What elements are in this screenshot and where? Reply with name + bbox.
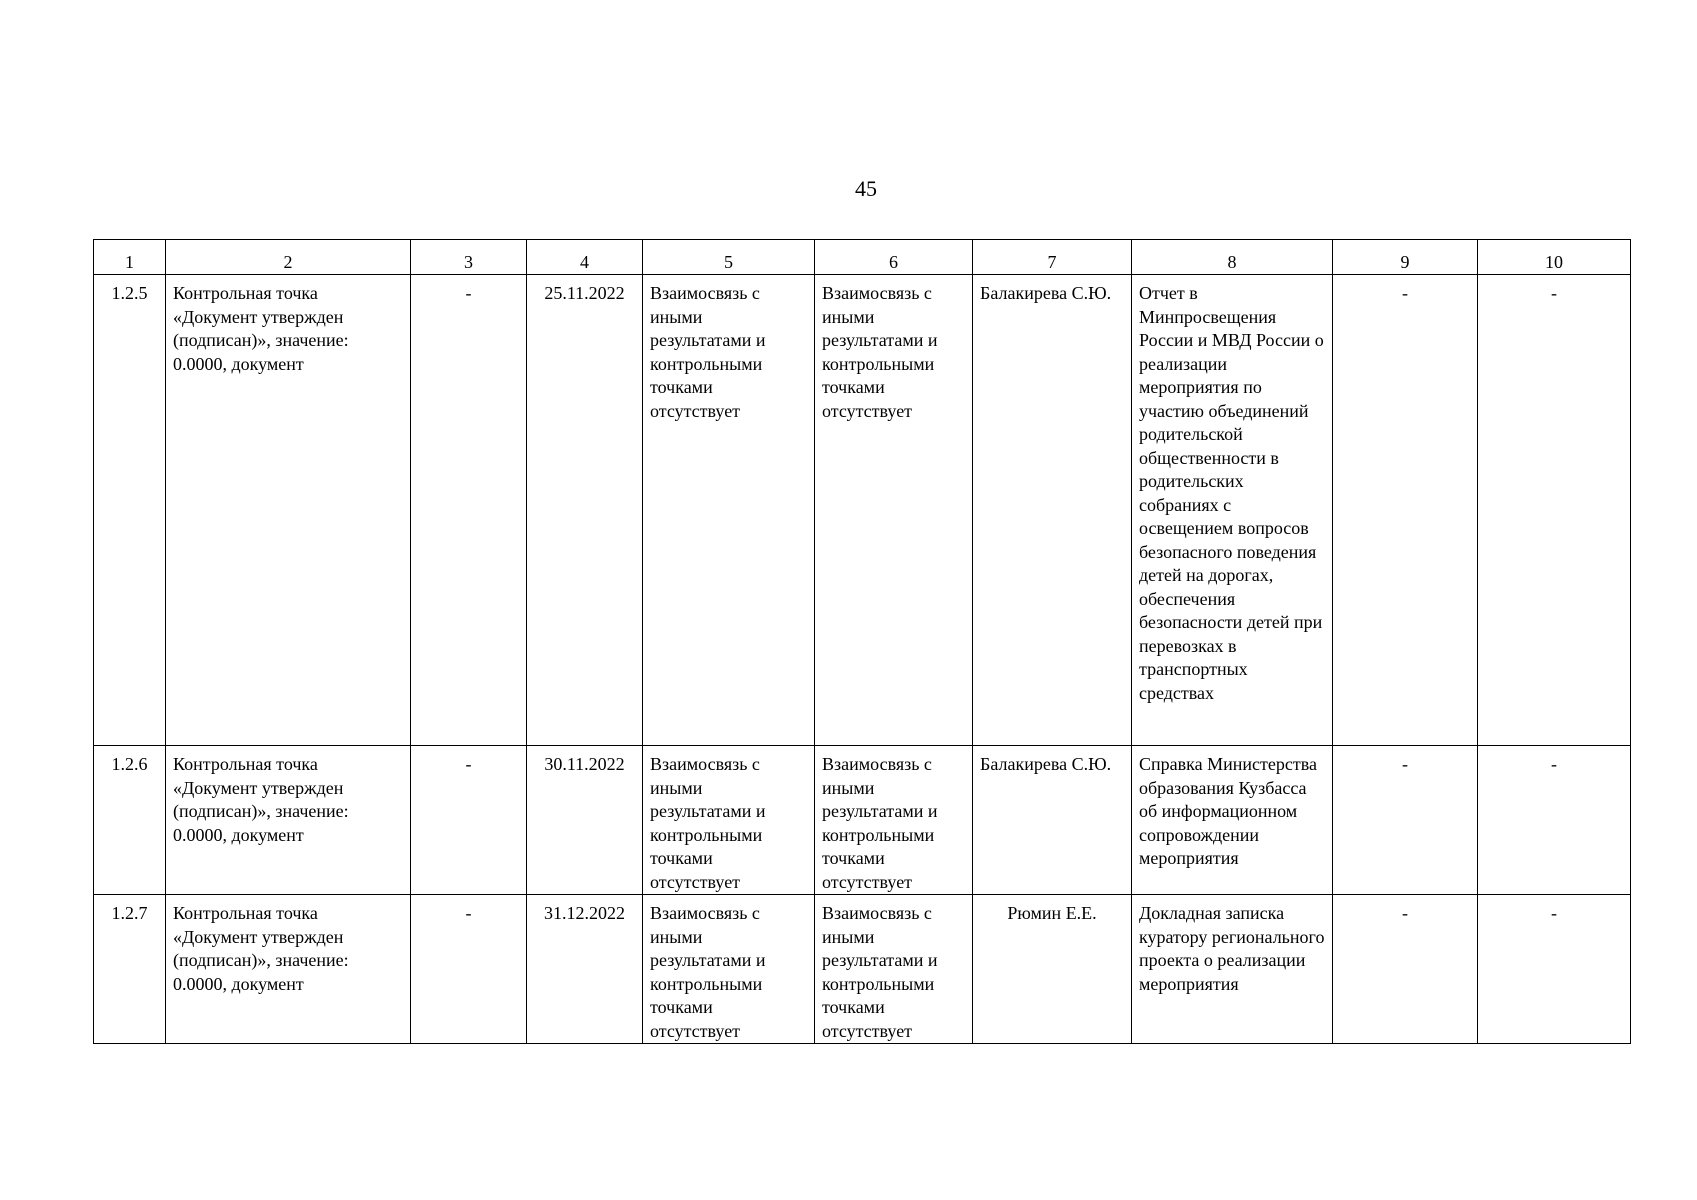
responsible-cell: Балакирева С.Ю. [973, 275, 1132, 746]
responsible-cell: Рюмин Е.Е. [973, 895, 1132, 1044]
header-col-6: 6 [815, 240, 973, 275]
table-header-row [94, 240, 1631, 275]
checkpoint-name-cell: Контрольная точка «Документ утвержден (подписан)», значение: 0.0000, документ [166, 895, 411, 1044]
table-row [94, 746, 1631, 895]
row-number-cell: 1.2.7 [94, 895, 166, 1044]
col9-cell: - [1333, 895, 1478, 1044]
col3-cell: - [411, 895, 527, 1044]
col3-cell: - [411, 746, 527, 895]
relation-cell: Взаимосвязь с иными результатами и контрольными точками отсутствует [643, 895, 815, 1044]
col9-cell: - [1333, 275, 1478, 746]
table-row [94, 895, 1631, 1044]
checkpoint-name-cell: Контрольная точка «Документ утвержден (подписан)», значение: 0.0000, документ [166, 746, 411, 895]
document-cell: Справка Министерства образования Кузбасса об информационном сопровождении мероприятия [1132, 746, 1333, 895]
row-number-cell: 1.2.5 [94, 275, 166, 746]
relation-cell: Взаимосвязь с иными результатами и контрольными точками отсутствует [815, 275, 973, 746]
relation-cell: Взаимосвязь с иными результатами и контрольными точками отсутствует [643, 746, 815, 895]
date-cell: 25.11.2022 [527, 275, 643, 746]
header-col-5: 5 [643, 240, 815, 275]
col9-cell: - [1333, 746, 1478, 895]
header-col-4: 4 [527, 240, 643, 275]
header-col-9: 9 [1333, 240, 1478, 275]
relation-cell: Взаимосвязь с иными результатами и контрольными точками отсутствует [815, 746, 973, 895]
date-cell: 31.12.2022 [527, 895, 643, 1044]
header-col-7: 7 [973, 240, 1132, 275]
row-number-cell: 1.2.6 [94, 746, 166, 895]
header-col-1: 1 [94, 240, 166, 275]
date-cell: 30.11.2022 [527, 746, 643, 895]
document-cell: Докладная записка куратору регионального проекта о реализации мероприятия [1132, 895, 1333, 1044]
checkpoints-table [93, 239, 1631, 1044]
header-col-8: 8 [1132, 240, 1333, 275]
col3-cell: - [411, 275, 527, 746]
col10-cell: - [1478, 746, 1631, 895]
page-number: 45 [855, 176, 877, 201]
table-row [94, 275, 1631, 746]
document-cell: Отчет в Минпросвещения России и МВД России о реализации мероприятия по участию объединений родительской общественности в родительских собраниях с освещением вопросов безопасного поведения детей на дорогах, обеспечения безопасности детей при перевозках в транспортных средствах [1132, 275, 1333, 746]
relation-cell: Взаимосвязь с иными результатами и контрольными точками отсутствует [643, 275, 815, 746]
checkpoint-name-cell: Контрольная точка «Документ утвержден (подписан)», значение: 0.0000, документ [166, 275, 411, 746]
relation-cell: Взаимосвязь с иными результатами и контрольными точками отсутствует [815, 895, 973, 1044]
header-col-10: 10 [1478, 240, 1631, 275]
header-col-2: 2 [166, 240, 411, 275]
col10-cell: - [1478, 275, 1631, 746]
col10-cell: - [1478, 895, 1631, 1044]
header-col-3: 3 [411, 240, 527, 275]
responsible-cell: Балакирева С.Ю. [973, 746, 1132, 895]
